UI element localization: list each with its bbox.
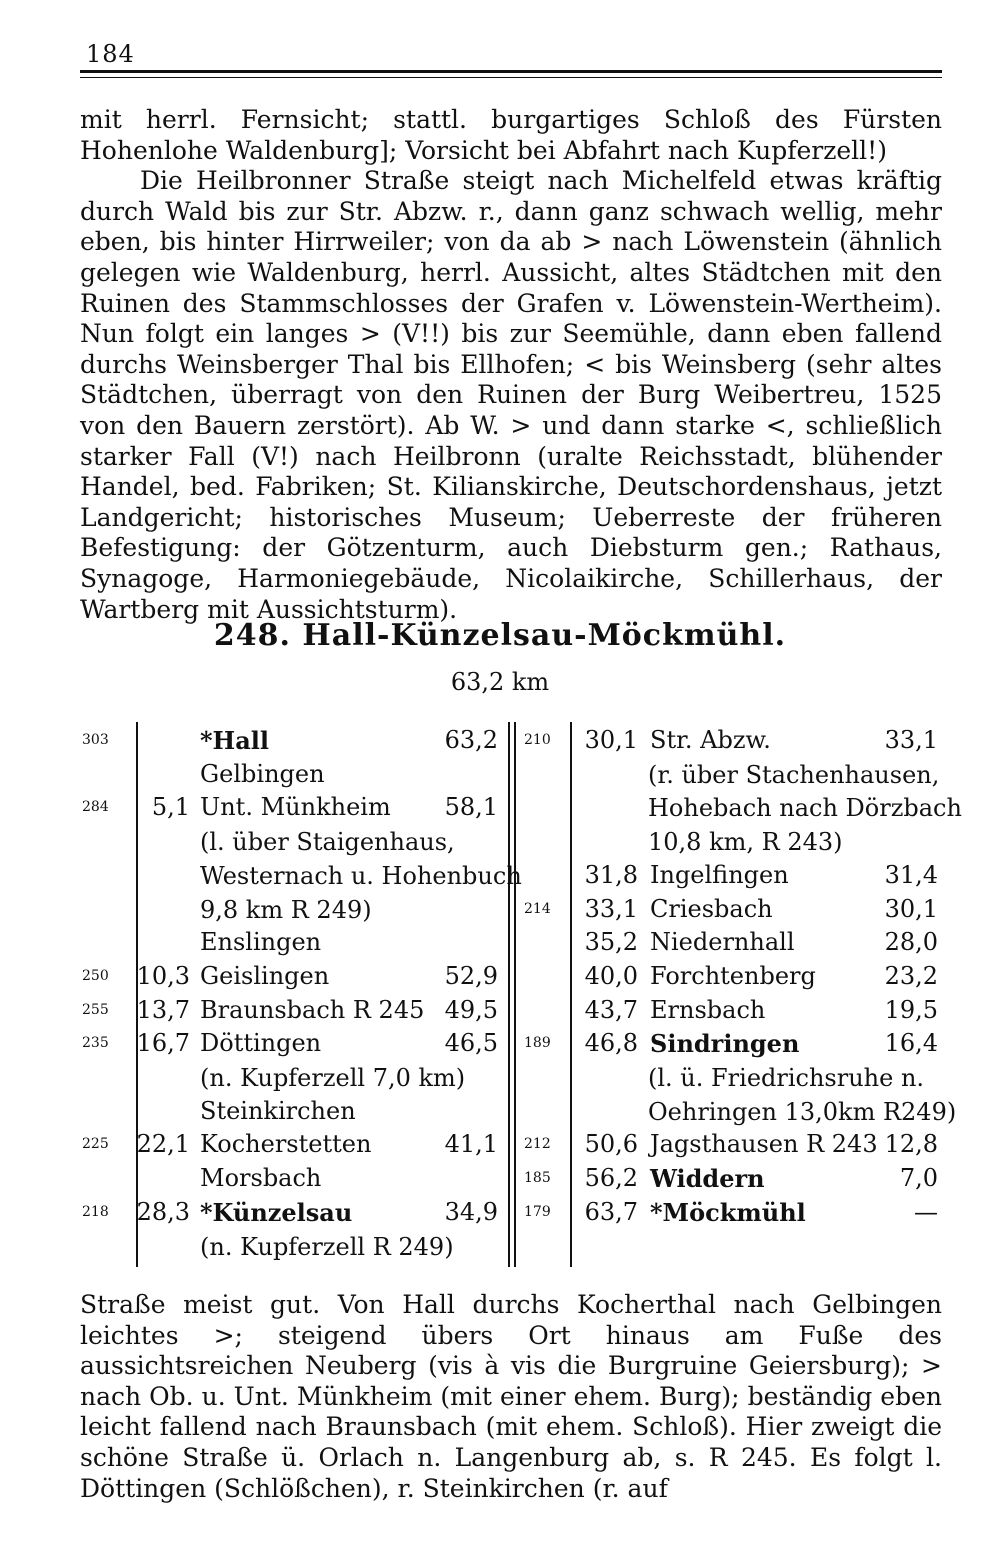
- right-row-remaining-km: 16,4: [884, 1029, 938, 1058]
- left-row-elevation: 250: [82, 967, 109, 984]
- intro-text-1: mit herrl. Fernsicht; stattl. burgartiges Schloß des Fürsten Hohenlohe Waldenburg]; Vorsicht bei Abfahrt nach Kupferzell!): [80, 105, 942, 165]
- left-row-note: (l. über Staigenhaus,: [200, 828, 455, 857]
- right-row-km: 43,7: [584, 995, 638, 1024]
- right-row-km: 40,0: [584, 961, 638, 990]
- right-row-place: Ernsbach: [650, 995, 766, 1024]
- right-row-remaining-km: —: [914, 1197, 938, 1226]
- left-row-elevation: 225: [82, 1136, 109, 1153]
- right-row-place: Sindringen: [650, 1029, 800, 1059]
- left-row-remaining-km: 63,2: [444, 726, 498, 754]
- intro-paragraph: [80, 105, 942, 625]
- left-row-place: Braunsbach R 245: [200, 995, 425, 1024]
- left-row-km: 13,7: [136, 995, 190, 1024]
- right-row-note: 10,8 km, R 243): [648, 828, 843, 857]
- description-paragraph: [80, 1290, 942, 1504]
- left-row-note: (n. Kupferzell R 249): [200, 1232, 454, 1261]
- right-row-km: 56,2: [584, 1164, 638, 1193]
- left-row-place: Steinkirchen: [200, 1096, 356, 1125]
- left-row-remaining-km: 34,9: [444, 1197, 498, 1226]
- left-row-note: Westernach u. Hohenbuch: [200, 861, 522, 890]
- left-row-place: Morsbach: [200, 1164, 322, 1193]
- right-row-place: Widdern: [650, 1164, 765, 1194]
- left-row-remaining-km: 46,5: [444, 1029, 498, 1058]
- right-row-remaining-km: 19,5: [884, 995, 938, 1024]
- left-row-place: Döttingen: [200, 1029, 322, 1058]
- left-row-place: *Künzelsau: [200, 1197, 353, 1227]
- right-row-place: Jagsthausen R 243: [650, 1130, 878, 1159]
- left-row-elevation: 255: [82, 1001, 109, 1018]
- right-row-note: (l. ü. Friedrichsruhe n.: [648, 1064, 925, 1092]
- page-number: 184: [86, 40, 135, 68]
- left-row-place: Geislingen: [200, 961, 330, 990]
- right-row-place: Criesbach: [650, 894, 773, 923]
- right-row-remaining-km: 30,1: [884, 894, 938, 923]
- right-row-note: (r. über Stachenhausen,: [648, 760, 940, 789]
- header-rule-thin: [80, 77, 942, 78]
- left-row-remaining-km: 58,1: [444, 793, 498, 822]
- right-row-elevation: 179: [524, 1203, 551, 1220]
- right-row-km: 31,8: [584, 860, 638, 889]
- right-row-km: 63,7: [584, 1197, 638, 1226]
- right-row-elevation: 185: [524, 1170, 551, 1187]
- right-row-note: Hohebach nach Dörzbach: [648, 794, 962, 823]
- table-rule-right: [570, 722, 572, 1267]
- left-row-place: *Hall: [200, 726, 270, 755]
- left-row-place: Gelbingen: [200, 759, 325, 788]
- right-row-remaining-km: 12,8: [884, 1130, 938, 1159]
- left-row-remaining-km: 49,5: [444, 995, 498, 1024]
- route-title: 248. Hall-Künzelsau-Möckmühl.: [213, 618, 787, 653]
- left-row-place: Unt. Münkheim: [200, 793, 391, 822]
- left-row-note: (n. Kupferzell 7,0 km): [200, 1064, 466, 1092]
- right-row-km: 30,1: [584, 726, 638, 754]
- right-row-elevation: 212: [524, 1136, 551, 1153]
- right-row-remaining-km: 31,4: [884, 860, 938, 889]
- left-row-place: Kocherstetten: [200, 1130, 372, 1159]
- route-distance: 63,2 km: [450, 668, 550, 696]
- right-row-elevation: 189: [524, 1035, 551, 1052]
- right-row-km: 46,8: [584, 1029, 638, 1058]
- right-row-remaining-km: 28,0: [884, 928, 938, 957]
- right-row-place: Forchtenberg: [650, 961, 816, 990]
- left-row-km: 28,3: [136, 1197, 190, 1226]
- left-row-elevation: 218: [82, 1203, 109, 1220]
- right-row-km: 35,2: [584, 928, 638, 957]
- left-row-km: 10,3: [136, 961, 190, 990]
- right-row-elevation: 210: [524, 732, 551, 748]
- left-row-place: Enslingen: [200, 928, 322, 957]
- description-text: Straße meist gut. Von Hall durchs Kocherthal nach Gelbingen leichtes >; steigend übers Ort hinaus am Fuße des aussichtsreichen Neuberg (vis à vis die Burgruine Geiersburg); > nach Ob. u. Unt. Münkheim (mit einer ehem. Burg); beständig eben leicht fallend nach Braunsbach (mit ehem. Schloß). Hier zweigt die schöne Straße ü. Orlach n. Langenburg ab, s. R 245. Es folgt l. Döttingen (Schlößchen), r. Steinkirchen (r. auf: [80, 1290, 942, 1503]
- right-row-place: Ingelfingen: [650, 860, 789, 889]
- left-row-km: 16,7: [136, 1029, 190, 1058]
- right-row-km: 50,6: [584, 1130, 638, 1159]
- intro-text-2: Die Heilbronner Straße steigt nach Michelfeld etwas kräftig durch Wald bis zur Str. Abzw. r., dann ganz schwach wellig, mehr eben, bis hinter Hirrweiler; von da ab > nach Löwenstein (ähnlich gelegen wie Waldenburg, herrl. Aussicht, altes Städtchen mit den Ruinen des Stammschlosses der Grafen v. Löwenstein-Wertheim). Nun folgt ein langes > (V!!) bis zur Seemühle, dann eben fallend durchs Weinsberger Thal bis Ellhofen; < bis Weinsberg (sehr altes Städtchen, überragt von den Ruinen der Burg Weibertreu, 1525 von den Bauern zerstört). Ab W. > und dann starke <, schließlich starker Fall (V!) nach Heilbronn (uralte Reichsstadt, blühender Handel, bed. Fabriken; St. Kilianskirche, Deutschordenshaus, jetzt Landgericht; historisches Museum; Ueberreste der früheren Befestigung: der Götzenturm, auch Diebsturm gen.; Rathaus, Synagoge, Harmoniegebäude, Nicolaikirche, Schillerhaus, der Wartberg mit Aussichtsturm).: [80, 166, 942, 624]
- right-row-km: 33,1: [584, 894, 638, 923]
- left-row-remaining-km: 52,9: [444, 961, 498, 990]
- header-rule: [80, 70, 942, 73]
- right-row-place: Str. Abzw.: [650, 726, 771, 754]
- left-row-note: 9,8 km R 249): [200, 895, 372, 924]
- left-row-elevation: 303: [82, 732, 109, 748]
- left-row-km: 5,1: [151, 793, 190, 822]
- table-rule-mid-1: [508, 722, 510, 1267]
- left-row-km: 22,1: [136, 1130, 190, 1159]
- right-row-note: Oehringen 13,0km R249): [648, 1097, 957, 1126]
- right-row-remaining-km: 23,2: [884, 961, 938, 990]
- table-rule-mid-2: [514, 722, 516, 1267]
- right-row-place: Niedernhall: [650, 928, 795, 957]
- right-row-remaining-km: 7,0: [899, 1164, 938, 1193]
- right-row-remaining-km: 33,1: [884, 726, 938, 754]
- right-row-elevation: 214: [524, 900, 551, 917]
- right-row-place: *Möckmühl: [650, 1197, 806, 1227]
- left-row-elevation: 235: [82, 1035, 109, 1052]
- left-row-elevation: 284: [82, 799, 109, 816]
- left-row-remaining-km: 41,1: [444, 1130, 498, 1159]
